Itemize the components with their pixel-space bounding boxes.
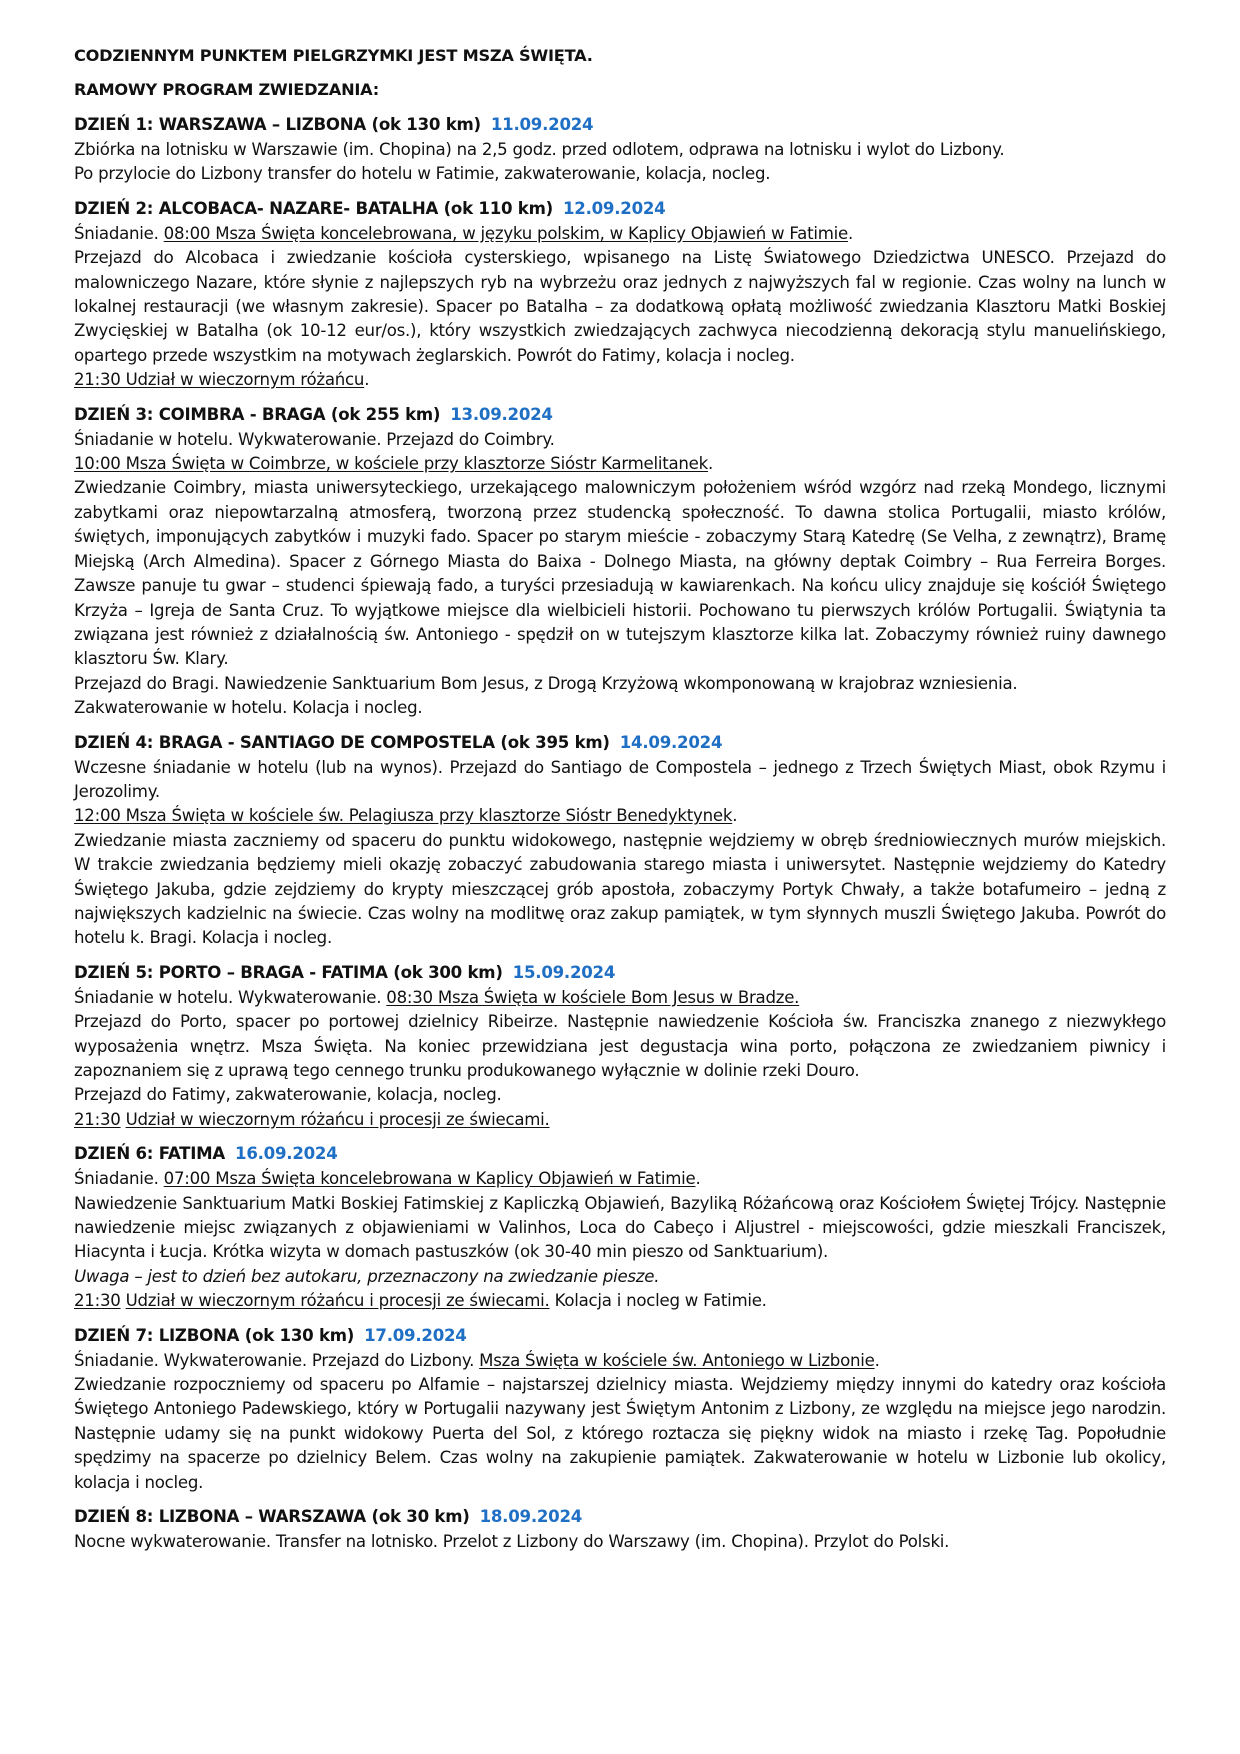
day-title: DZIEŃ 5: PORTO – BRAGA - FATIMA (ok 300 km) [74, 962, 503, 982]
day-title: DZIEŃ 8: LIZBONA – WARSZAWA (ok 30 km) [74, 1507, 470, 1527]
underlined-text: Udział w wieczornym różańcu i procesji ze świecami. [125, 1109, 550, 1129]
day-paragraph [74, 162, 1166, 186]
day-heading [74, 960, 1166, 986]
day-heading [74, 402, 1166, 428]
day-paragraph [74, 246, 1166, 368]
text-run: Nawiedzenie Sanktuarium Matki Boskiej Fatimskiej z Kapliczką Objawień, Bazyliką Różańcową oraz Kościołem Świętej Trójcy. Następnie nawiedzenie miejsc związanych z objawieniami w Valinhos, Loca do Cabeço i Aljustrel - miejscowości, gdzie mieszkali Franciszek, Hiacynta i Łucja. Krótka wizyta w domach pastuszków (ok 30-40 min pieszo od Sanktuarium). [74, 1193, 1166, 1262]
day-paragraph [74, 696, 1166, 720]
day-paragraph [74, 476, 1166, 671]
day-paragraph [74, 1530, 1166, 1554]
text-run: Śniadanie. [74, 223, 164, 243]
day-section [74, 1504, 1166, 1554]
day-date: 11.09.2024 [490, 115, 594, 134]
underlined-text: 08:30 Msza Święta w kościele Bom Jesus w Bradze. [386, 987, 800, 1007]
day-section [74, 730, 1166, 951]
day-date: 18.09.2024 [479, 1507, 583, 1527]
text-run: Zbiórka na lotnisku w Warszawie (im. Chopina) na 2,5 godz. przed odlotem, odprawa na lotnisku i wylot do Lizbony. [74, 140, 1005, 159]
day-title: DZIEŃ 7: LIZBONA (ok 130 km) [74, 1325, 355, 1345]
day-section [74, 1323, 1166, 1495]
text-run: Śniadanie w hotelu. Wykwaterowanie. Przejazd do Coimbry. [74, 429, 555, 449]
text-run: Kolacja i nocleg w Fatimie. [549, 1291, 767, 1311]
day-paragraph [74, 368, 1166, 392]
day-heading [74, 1504, 1166, 1530]
day-paragraph [74, 1083, 1166, 1107]
underlined-text: 10:00 Msza Święta w Coimbrze, w kościele przy klasztorze Sióstr Karmelitanek [74, 454, 708, 474]
itinerary-days [74, 112, 1166, 1555]
text-run: . [874, 1350, 880, 1370]
text-run: Nocne wykwaterowanie. Transfer na lotnisko. Przelot z Lizbony do Warszawy (im. Chopina). Przylot do Polski. [74, 1532, 950, 1552]
underlined-text: 21:30 Udział w wieczornym różańcu [74, 370, 365, 390]
day-heading [74, 730, 1166, 756]
day-paragraph [74, 672, 1166, 696]
day-section [74, 402, 1166, 721]
day-title: DZIEŃ 4: BRAGA - SANTIAGO DE COMPOSTELA (ok 395 km) [74, 732, 610, 752]
text-run: Śniadanie. Wykwaterowanie. Przejazd do Lizbony. [74, 1350, 480, 1370]
text-run: Śniadanie w hotelu. Wykwaterowanie. [74, 987, 387, 1007]
day-paragraph [74, 1265, 1166, 1289]
day-paragraph [74, 986, 1166, 1010]
day-date: 16.09.2024 [235, 1144, 338, 1164]
day-paragraph [74, 1289, 1166, 1313]
underlined-text: 07:00 Msza Święta koncelebrowana w Kaplicy Objawień w Fatimie [163, 1169, 696, 1189]
underlined-text: 12:00 Msza Święta w kościele św. Pelagiusza przy klasztorze Sióstr Benedyktynek [74, 806, 733, 826]
day-heading [74, 1141, 1166, 1167]
underlined-text: Udział w wieczornym różańcu i procesji ze świecami. [125, 1291, 550, 1311]
text-run: Przejazd do Porto, spacer po portowej dzielnicy Ribeirze. Następnie nawiedzenie Kościoła św. Franciszka znanego z niezwykłego wyposażenia wnętrz. Msza Święta. Na koniec przewidziana jest degustacja wina porto, połączona ze zwiedzaniem piwnicy i zapoznaniem się z uprawą tego cennego trunku produkowanego wyłącznie w dolinie rzeki Douro. [74, 1012, 1166, 1080]
day-heading [74, 196, 1166, 222]
day-date: 12.09.2024 [562, 198, 666, 218]
day-paragraph [74, 1010, 1166, 1083]
day-paragraph [74, 452, 1166, 476]
day-section [74, 196, 1166, 393]
day-section [74, 960, 1166, 1132]
day-paragraph [74, 1373, 1166, 1495]
document-page [74, 44, 1166, 1564]
text-run: . [847, 223, 853, 243]
day-paragraph [74, 804, 1166, 828]
day-paragraph [74, 1167, 1166, 1191]
text-run: Przejazd do Alcobaca i zwiedzanie kościoła cysterskiego, wpisanego na Listę Światowego Dziedzictwa UNESCO. Przejazd do malowniczego Nazare, które słynie z najlepszych ryb na wybrzeżu oraz jednych z najwyższych fal w regionie. Czas wolny na lunch w lokalnej restauracji (we własnym zakresie). Spacer po Batalha – za dodatkową opłatą możliwość zwiedzania Klasztoru Matki Boskiej Zwycięskiej w Batalha (ok 10-12 eur/os.), który wszystkich zwiedzających zachwyca niecodzienną dekoracją stylu manuelińskiego, opartego przede wszystkim na motywach żeglarskich. Powrót do Fatimy, kolacja i nocleg. [74, 248, 1166, 365]
italic-note: Uwaga – jest to dzień bez autokaru, przeznaczony na zwiedzanie piesze. [74, 1266, 660, 1286]
text-run: . [707, 454, 714, 474]
text-run: Przejazd do Bragi. Nawiedzenie Sanktuarium Bom Jesus, z Drogą Krzyżową wkomponowaną w krajobraz wzniesienia. [74, 673, 1018, 693]
intro-line-1: CODZIENNYM PUNKTEM PIELGRZYMKI JEST MSZA ŚWIĘTA. [74, 46, 593, 65]
text-run: Zwiedzanie rozpoczniemy od spaceru po Alfamie – najstarszej dzielnicy miasta. Wejdziemy między innymi do katedry oraz kościoła Świętego Antoniego Padewskiego, który w Portugalii nazywany jest Świętym Antonim z Lizbony, ze względu na miejsce jego narodzin. Następnie udamy się na punkt widokowy Puerta del Sol, z którego roztacza się piękny widok na miasto i rzekę Tag. Popołudnie spędzimy na spacerze po dzielnicy Belem. Czas wolny na zakupienie pamiątek. Zakwaterowanie w hotelu w Lizbonie lub okolicy, kolacja i nocleg. [74, 1375, 1166, 1492]
day-section [74, 1141, 1166, 1313]
day-date: 13.09.2024 [450, 404, 553, 424]
underlined-text: 21:30 [74, 1291, 121, 1311]
day-title: DZIEŃ 6: FATIMA [74, 1144, 226, 1164]
text-run: Przejazd do Fatimy, zakwaterowanie, kolacja, nocleg. [74, 1085, 502, 1105]
underlined-text: 08:00 Msza Święta koncelebrowana, w języku polskim, w Kaplicy Objawień w Fatimie [163, 223, 848, 243]
text-run: Zwiedzanie Coimbry, miasta uniwersyteckiego, urzekającego malowniczym położeniem wśród wzgórz nad rzeką Mondego, licznymi zabytkami oraz niepowtarzalną atmosferą, tworzoną przez studencką społeczność. To dawna stolica Portugalii, miasto królów, świętych, imponujących zabytków i muzyki fado. Spacer po starym mieście - zobaczymy Starą Katedrę (Se Velha, z zewnątrz), Bramę Miejską (Arch Almedina). Spacer z Górnego Miasta do Baixa - Dolnego Miasta, na główny deptak Coimbry – Rua Ferreira Borges. Zawsze panuje tu gwar – studenci śpiewają fado, a turyści przesiadują w kawiarenkach. Na końcu ulicy znajduje się kościół Świętego Krzyża – Igreja de Santa Cruz. To wyjątkowe miejsce dla wielbicieli historii. Pochowano tu pierwszych królów Portugalii. Świątynia ta związana jest również z działalnością św. Antoniego - spędził on w tutejszym klasztorze kilka lat. Zobaczymy również ruiny dawnego klasztoru Św. Klary. [74, 478, 1166, 669]
day-paragraph [74, 222, 1166, 246]
day-title: DZIEŃ 1: WARSZAWA – LIZBONA (ok 130 km) [74, 115, 481, 134]
day-heading [74, 112, 1166, 138]
day-date: 15.09.2024 [512, 962, 616, 982]
underlined-text: 21:30 [74, 1109, 121, 1129]
day-paragraph [74, 1349, 1166, 1373]
day-paragraph [74, 1192, 1166, 1265]
text-run: Zakwaterowanie w hotelu. Kolacja i nocleg. [74, 698, 423, 718]
day-title: DZIEŃ 3: COIMBRA - BRAGA (ok 255 km) [74, 404, 441, 424]
day-date: 14.09.2024 [619, 732, 723, 752]
text-run: Śniadanie. [74, 1169, 164, 1189]
text-run: Wczesne śniadanie w hotelu (lub na wynos). Przejazd do Santiago de Compostela – jednego z Trzech Świętych Miast, obok Rzymu i Jerozolimy. [74, 757, 1166, 801]
day-date: 17.09.2024 [364, 1325, 467, 1345]
day-section [74, 112, 1166, 187]
day-paragraph [74, 829, 1166, 951]
day-heading [74, 1323, 1166, 1349]
text-run: . [364, 370, 370, 390]
day-paragraph [74, 138, 1166, 162]
text-run: Zwiedzanie miasta zaczniemy od spaceru do punktu widokowego, następnie wejdziemy w obręb średniowiecznych murów miejskich. W trakcie zwiedzania będziemy mieli okazję zobaczyć zabudowania starego miasta i uniwersytet. Następnie wejdziemy do Katedry Świętego Jakuba, gdzie zejdziemy do krypty mieszczącej grób apostoła, zobaczymy Portyk Chwały, a także botafumeiro – jedną z największych kadzielnic na świecie. Czas wolny na modlitwę oraz zakup pamiątek, w tym słynnych muszli Świętego Jakuba. Powrót do hotelu k. Bragi. Kolacja i nocleg. [74, 830, 1166, 948]
text-run: . [732, 806, 738, 826]
day-title: DZIEŃ 2: ALCOBACA- NAZARE- BATALHA (ok 110 km) [74, 198, 553, 218]
text-run: . [695, 1169, 701, 1189]
day-paragraph [74, 1108, 1166, 1132]
intro-line-2: RAMOWY PROGRAM ZWIEDZANIA: [74, 80, 379, 99]
underlined-text: Msza Święta w kościele św. Antoniego w Lizbonie [479, 1350, 875, 1370]
text-run: Po przylocie do Lizbony transfer do hotelu w Fatimie, zakwaterowanie, kolacja, nocleg. [74, 164, 771, 184]
day-paragraph [74, 756, 1166, 805]
day-paragraph [74, 428, 1166, 452]
